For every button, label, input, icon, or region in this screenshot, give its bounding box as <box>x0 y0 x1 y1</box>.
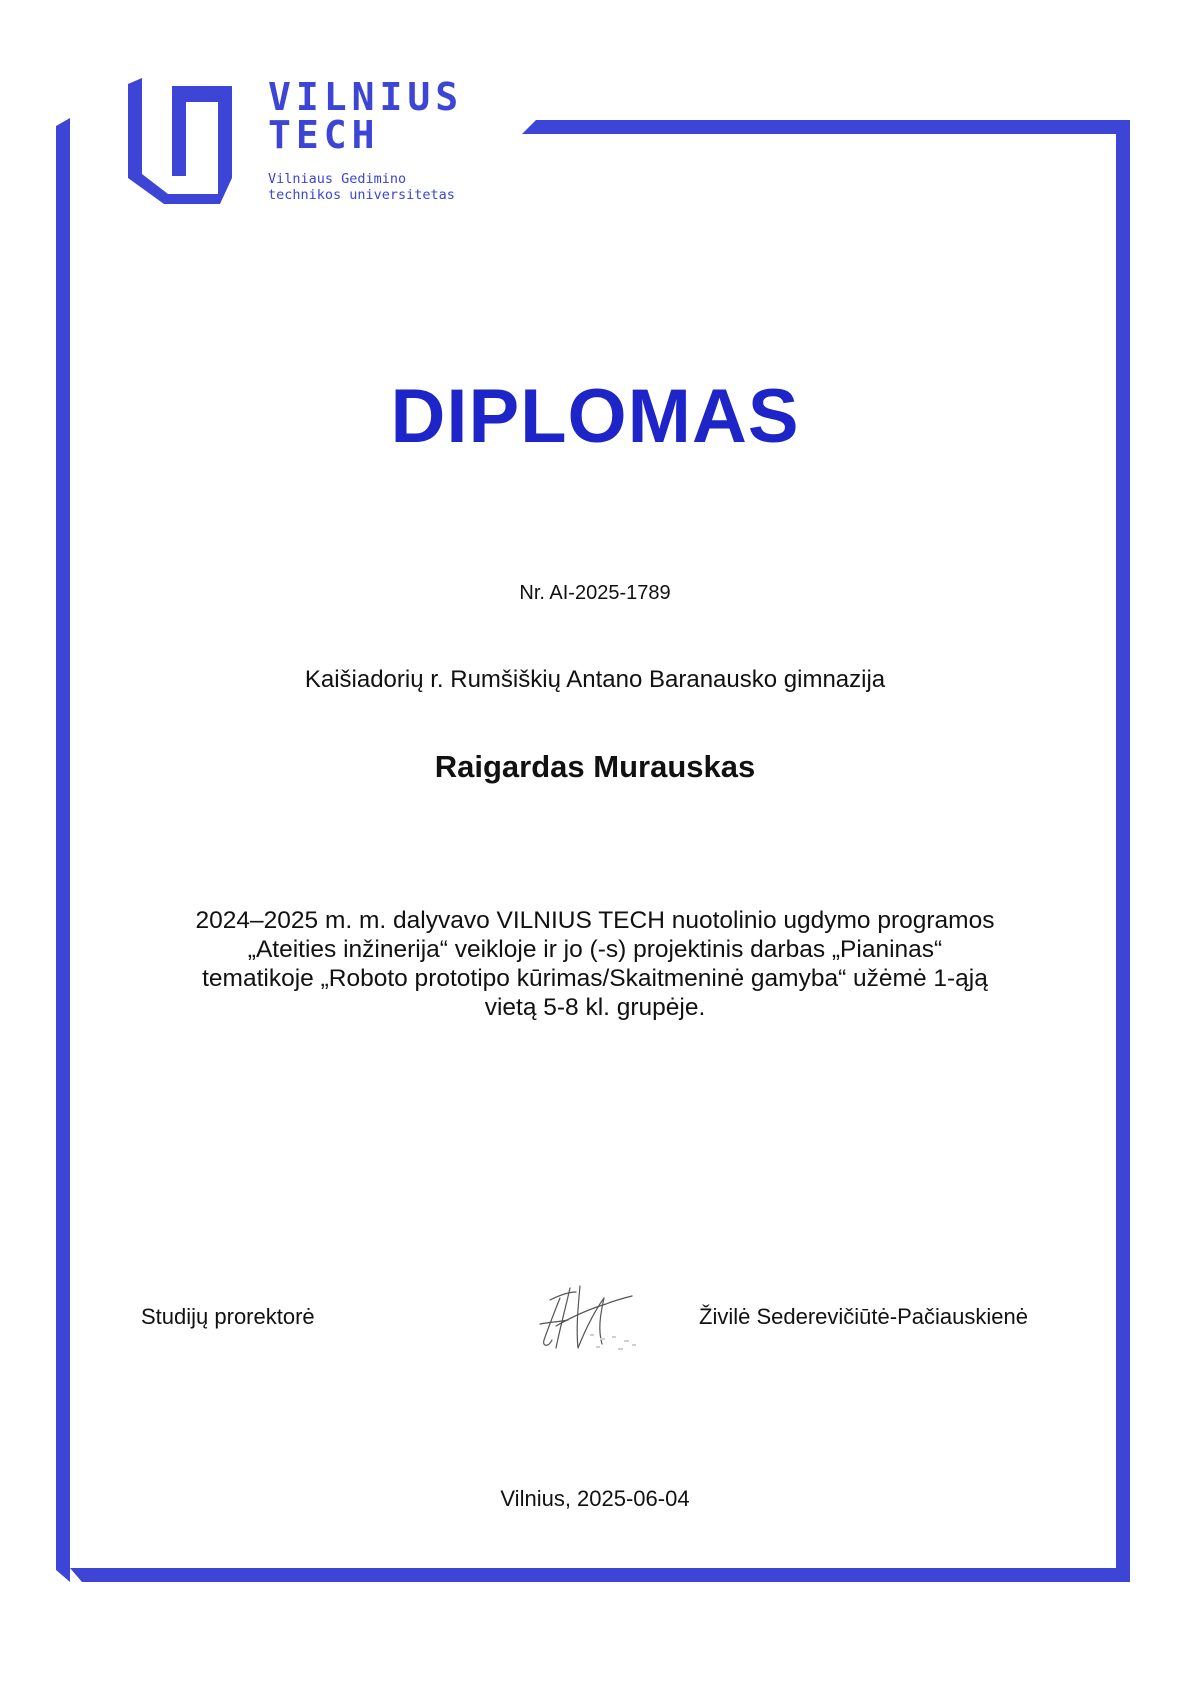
logo-mark-icon <box>128 78 232 204</box>
body-line: vietą 5-8 kl. grupėje. <box>484 994 706 1021</box>
handwritten-signature <box>520 1278 650 1358</box>
logo-sub-line2: technikos universitetas <box>268 187 455 203</box>
logo-wordmark <box>268 75 464 157</box>
logo-subtitle <box>268 171 455 203</box>
logo-word-line1: VILNIUS <box>268 75 464 119</box>
vilnius-tech-logo <box>128 75 528 218</box>
diploma-number: Nr. AI-2025-1789 <box>519 582 671 604</box>
logo-sub-line1: Vilniaus Gedimino <box>268 171 407 187</box>
diploma-title: DIPLOMAS <box>390 374 800 459</box>
signer-role: Studijų prorektorė <box>141 1304 315 1329</box>
recipient-name: Raigardas Murauskas <box>434 749 756 784</box>
signer-name: Živilė Sederevičiūtė-Pačiauskienė <box>699 1304 1028 1329</box>
logo-word-line2: TECH <box>268 113 380 157</box>
body-line: 2024–2025 m. m. dalyvavo VILNIUS TECH nuotolinio ugdymo programos <box>195 907 995 934</box>
school-name: Kaišiadorių r. Rumšiškių Antano Baranausko gimnazija <box>304 666 886 693</box>
body-line: tematikoje „Roboto prototipo kūrimas/Skaitmeninė gamyba“ užėmė 1-ąją <box>202 965 988 992</box>
body-line: „Ateities inžinerija“ veikloje ir jo (-s) projektinis darbas „Pianinas“ <box>247 936 943 963</box>
diploma-body <box>130 906 1060 1022</box>
place-date: Vilnius, 2025-06-04 <box>500 1486 690 1511</box>
